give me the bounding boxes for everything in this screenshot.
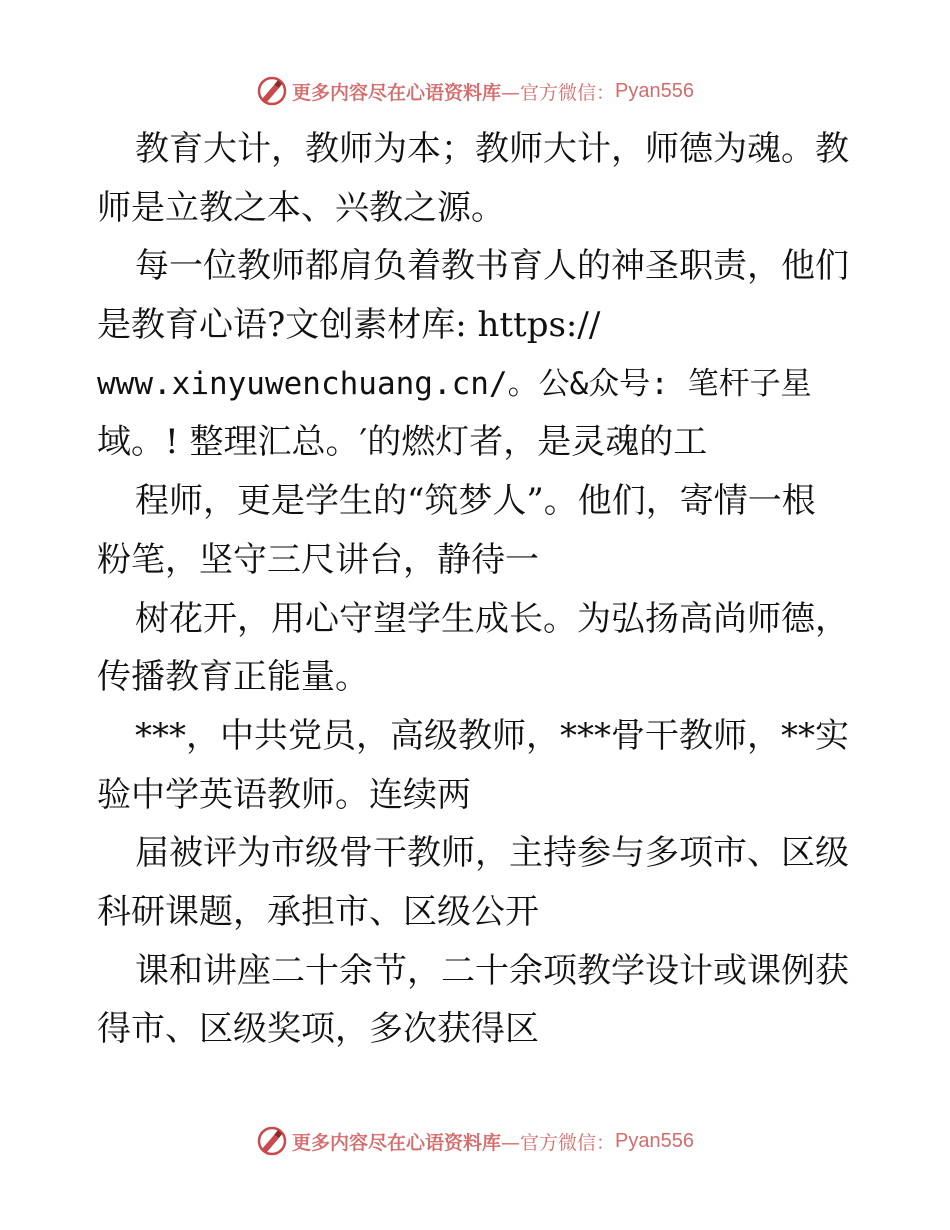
- text-line-16: 得市、区级奖项，多次获得区: [97, 1009, 539, 1050]
- text-line-11: ***，中共党员，高级教师，***骨干教师，**实: [135, 715, 849, 756]
- footer-banner: [0, 1124, 950, 1158]
- text-line-6: 域。! 整理汇总。′的燃灯者，是灵魂的工: [97, 422, 708, 463]
- pen-logo-icon: [256, 75, 288, 107]
- text-line-1: 教育大计，教师为本；教师大计，师德为魂。教: [135, 129, 849, 169]
- banner-wechat-handle: Pyan556: [615, 79, 694, 102]
- banner-wechat-label: —官方微信：: [501, 81, 616, 104]
- banner-site-name: 更多内容尽在心语资料库: [292, 81, 502, 104]
- text-line-9: 树花开，用心守望学生成长。为弘扬高尚师德，: [135, 598, 849, 639]
- text-line-12: 验中学英语教师。连续两: [97, 774, 471, 815]
- text-line-15: 课和讲座二十余节，二十余项教学设计或课例获: [135, 950, 849, 991]
- text-line-4: 是教育心语?文创素材库: https://: [97, 305, 601, 346]
- pen-logo-icon: [256, 1125, 288, 1157]
- banner-wechat-label: —官方微信：: [501, 1131, 616, 1154]
- banner-wechat-handle: Pyan556: [615, 1129, 694, 1152]
- text-line-8: 粉笔，坚守三尺讲台，静待一: [97, 539, 539, 580]
- document-body: [97, 120, 867, 1059]
- text-line-10: 传播教育正能量。: [97, 657, 369, 698]
- text-line-3: 每一位教师都肩负着教书育人的神圣职责，他们: [135, 246, 849, 287]
- text-line-7: 程师，更是学生的“筑梦人”。他们，寄情一根: [135, 481, 816, 522]
- text-line-5: www.xinyuwenchuang.cn/。公&众号: 笔杆子星: [97, 365, 812, 402]
- header-banner: [0, 74, 950, 108]
- banner-site-name: 更多内容尽在心语资料库: [292, 1131, 502, 1154]
- text-line-14: 科研课题，承担市、区级公开: [97, 891, 539, 932]
- text-line-2: 师是立教之本、兴教之源。: [97, 187, 505, 228]
- text-line-13: 届被评为市级骨干教师，主持参与多项市、区级: [135, 833, 849, 874]
